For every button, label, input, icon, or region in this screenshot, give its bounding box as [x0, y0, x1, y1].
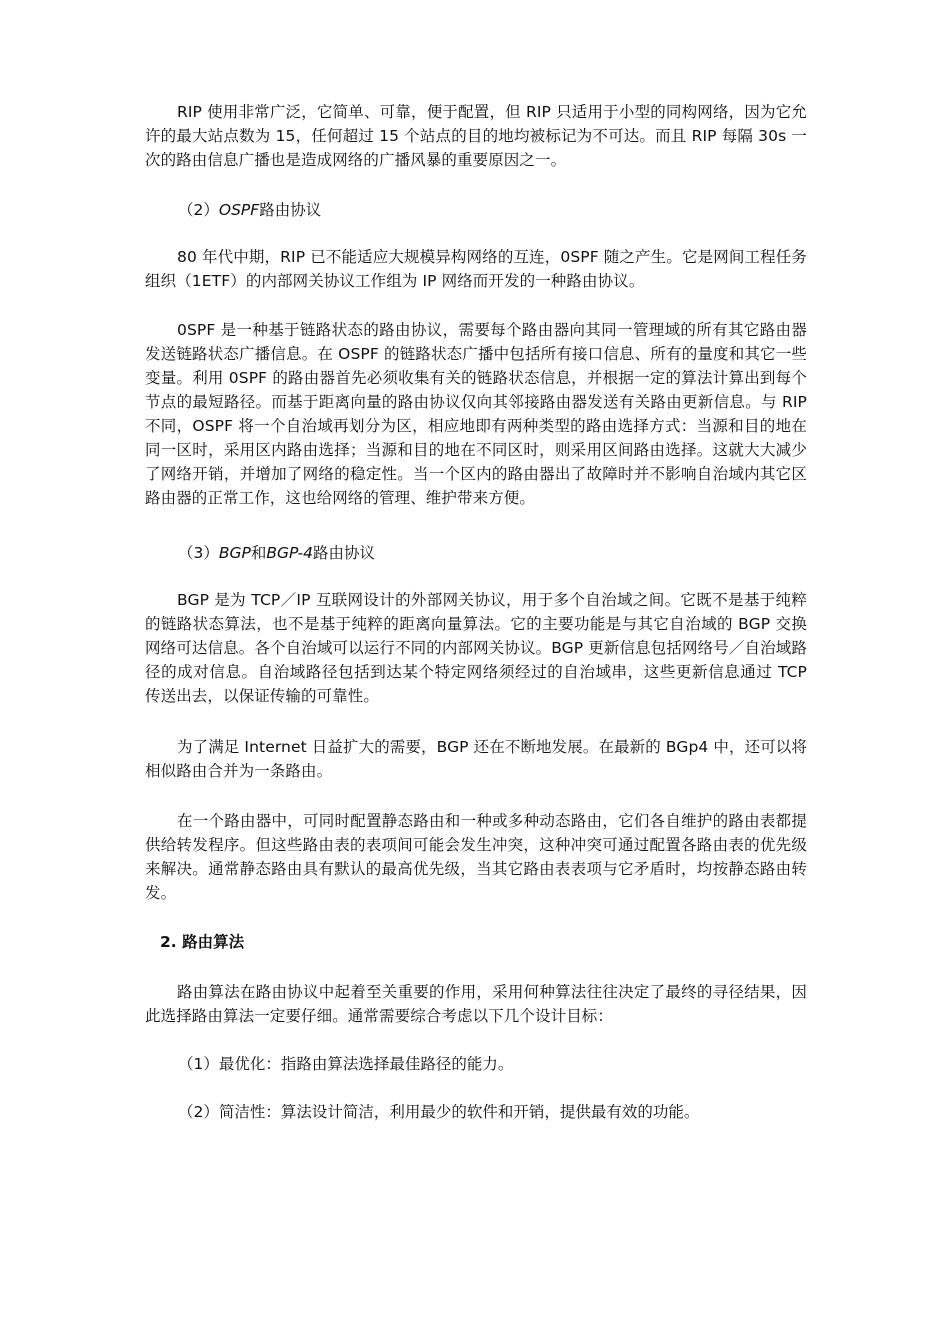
paragraph-routing-algorithm: 路由算法在路由协议中起着至关重要的作用，采用何种算法往往决定了最终的寻径结果，因此选择路由算法一定要仔细。通常需要综合考虑以下几个设计目标：	[145, 983, 807, 1025]
heading-bgp	[178, 541, 375, 565]
list-item-optimality: （1）最优化：指路由算法选择最佳路径的能力。	[178, 1055, 514, 1073]
section-heading-routing-algorithm: 2. 路由算法	[160, 933, 245, 951]
heading-bgp-suffix: 路由协议	[313, 544, 376, 562]
heading-bgp-number: （3）	[178, 544, 219, 562]
heading-ospf	[178, 198, 321, 222]
paragraph-static-routing: 在一个路由器中，可同时配置静态路由和一种或多种动态路由，它们各自维护的路由表都提供给转发程序。但这些路由表的表项间可能会发生冲突，这种冲突可通过配置各路由表的优先级来解决。通常静态路由具有默认的最高优先级，当其它路由表表项与它矛盾时，均按静态路由转发。	[145, 812, 807, 902]
heading-bgp4-name: BGP-4	[266, 544, 313, 562]
paragraph-ospf-intro: 80 年代中期，RIP 已不能适应大规模异构网络的互连，0SPF 随之产生。它是网间工程任务组织（1ETF）的内部网关协议工作组为 IP 网络而开发的一种路由协议。	[145, 248, 807, 290]
heading-bgp-name: BGP	[218, 544, 251, 562]
paragraph-ospf-detail: 0SPF 是一种基于链路状态的路由协议，需要每个路由器向其同一管理域的所有其它路由器发送链路状态广播信息。在 OSPF 的链路状态广播中包括所有接口信息、所有的量度和其它一些变量。利用 0SPF 的路由器首先必须收集有关的链路状态信息，并根据一定的算法计算出到每个节点的最短路径。而基于距离向量的路由协议仅向其邻接路由器发送有关路由更新信息。与 RIP 不同，OSPF 将一个自治域再划分为区，相应地即有两种类型的路由选择方式：当源和目的地在同一区时，采用区内路由选择；当源和目的地在不同区时，则采用区间路由选择。这就大大减少了网络开销，并增加了网络的稳定性。当一个区内的路由器出了故障时并不影响自治域内其它区路由器的正常工作，这也给网络的管理、维护带来方便。	[145, 321, 807, 507]
list-item-simplicity: （2）简洁性：算法设计简洁，利用最少的软件和开销，提供最有效的功能。	[178, 1103, 700, 1121]
paragraph-bgp: BGP 是为 TCP／IP 互联网设计的外部网关协议，用于多个自治域之间。它既不是基于纯粹的链路状态算法，也不是基于纯粹的距离向量算法。它的主要功能是与其它自治域的 BGP 交换网络可达信息。各个自治域可以运行不同的内部网关协议。BGP 更新信息包括网络号／自治域路径的成对信息。自治域路径包括到达某个特定网络须经过的自治域串，这些更新信息通过 TCP 传送出去，以保证传输的可靠性。	[145, 591, 807, 705]
paragraph-bgp-evolution: 为了满足 Internet 日益扩大的需要，BGP 还在不断地发展。在最新的 BGp4 中，还可以将相似路由合并为一条路由。	[145, 738, 807, 780]
heading-bgp-and: 和	[250, 544, 267, 562]
heading-ospf-suffix: 路由协议	[259, 201, 322, 219]
heading-ospf-number: （2）	[178, 201, 219, 219]
paragraph-rip: RIP 使用非常广泛，它简单、可靠，便于配置，但 RIP 只适用于小型的同构网络，因为它允许的最大站点数为 15，任何超过 15 个站点的目的地均被标记为不可达。而且 RIP 每隔 30s 一次的路由信息广播也是造成网络的广播风暴的重要原因之一。	[145, 103, 807, 169]
heading-ospf-name: OSPF	[218, 201, 260, 219]
